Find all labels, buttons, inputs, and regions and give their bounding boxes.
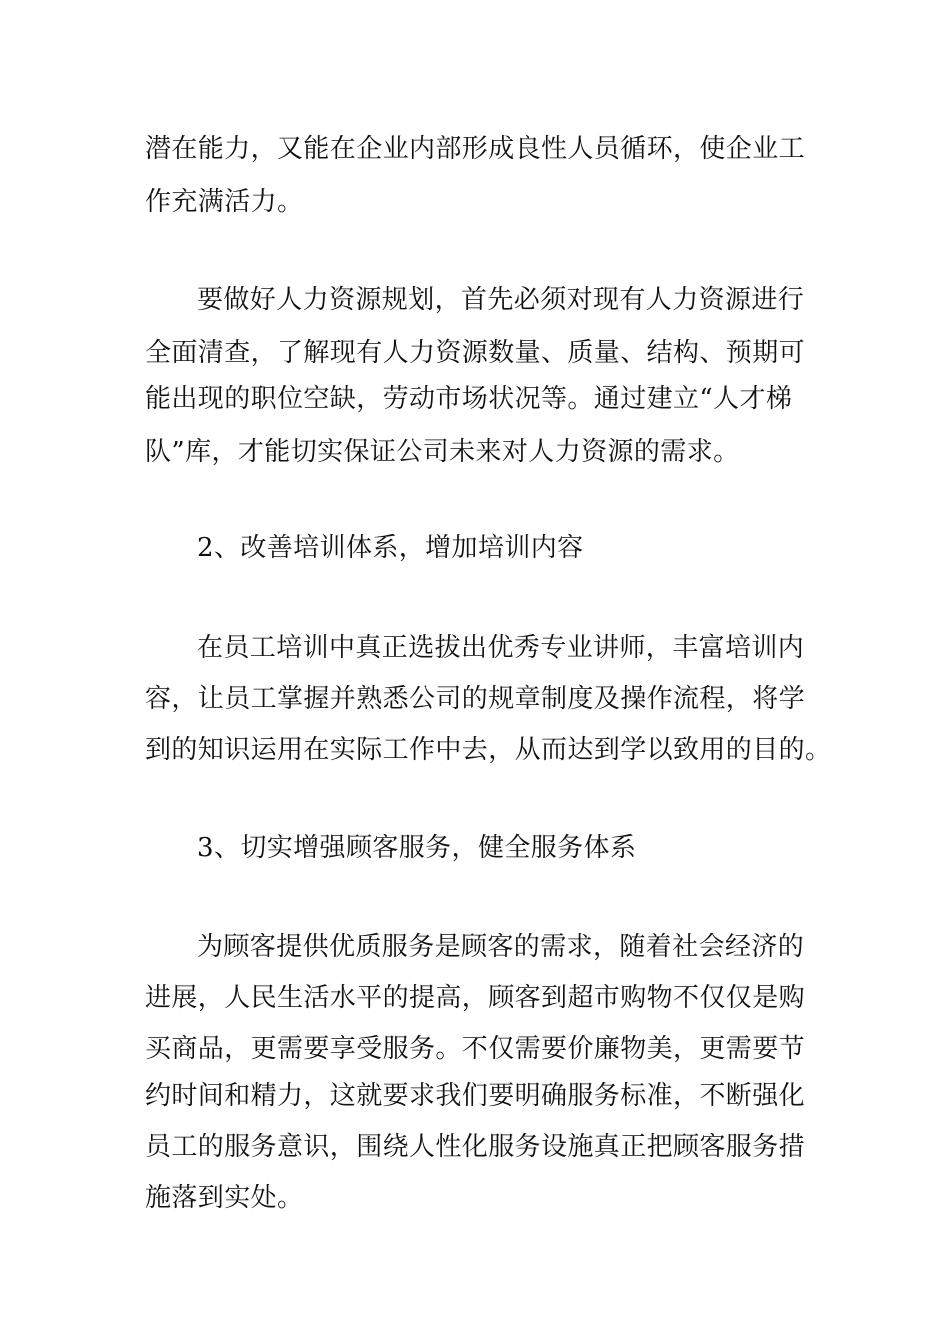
paragraph-2-line-3: 能出现的职位空缺，劳动市场状况等。通过建立“人才梯 [145,384,793,414]
paragraph-4-line-6: 施落到实处。 [145,1183,304,1213]
paragraph-4-line-3: 买商品，更需要享受服务。不仅需要价廉物美，更需要节 [145,1034,806,1064]
paragraph-2-line-4: 队”库，才能切实保证公司未来对人力资源的需求。 [145,437,740,467]
paragraph-1-line-1: 潜在能力，又能在企业内部形成良性人员循环，使企业工 [145,134,806,164]
paragraph-3-line-2: 容，让员工掌握并熟悉公司的规章制度及操作流程，将学 [145,684,806,714]
paragraph-4-line-5: 员工的服务意识，围绕人性化服务设施真正把顾客服务措 [145,1132,806,1162]
paragraph-3-line-1: 在员工培训中真正选拔出优秀专业讲师，丰富培训内 [197,633,805,663]
paragraph-4-line-2: 进展，人民生活水平的提高，顾客到超市购物不仅仅是购 [145,983,806,1013]
paragraph-3-line-3: 到的知识运用在实际工作中去，从而达到学以致用的目的。 [145,735,832,765]
section-heading-2: 2、改善培训体系，增加培训内容 [197,533,584,563]
paragraph-4-line-1: 为顾客提供优质服务是顾客的需求，随着社会经济的 [197,932,805,962]
paragraph-2-line-2: 全面清查，了解现有人力资源数量、质量、结构、预期可 [145,338,806,368]
paragraph-1-line-2: 作充满活力。 [145,187,304,217]
paragraph-4-line-4: 约时间和精力，这就要求我们要明确服务标准，不断强化 [145,1081,806,1111]
paragraph-2-line-1: 要做好人力资源规划，首先必须对现有人力资源进行 [197,285,805,315]
section-heading-3: 3、切实增强顾客服务，健全服务体系 [197,833,637,863]
